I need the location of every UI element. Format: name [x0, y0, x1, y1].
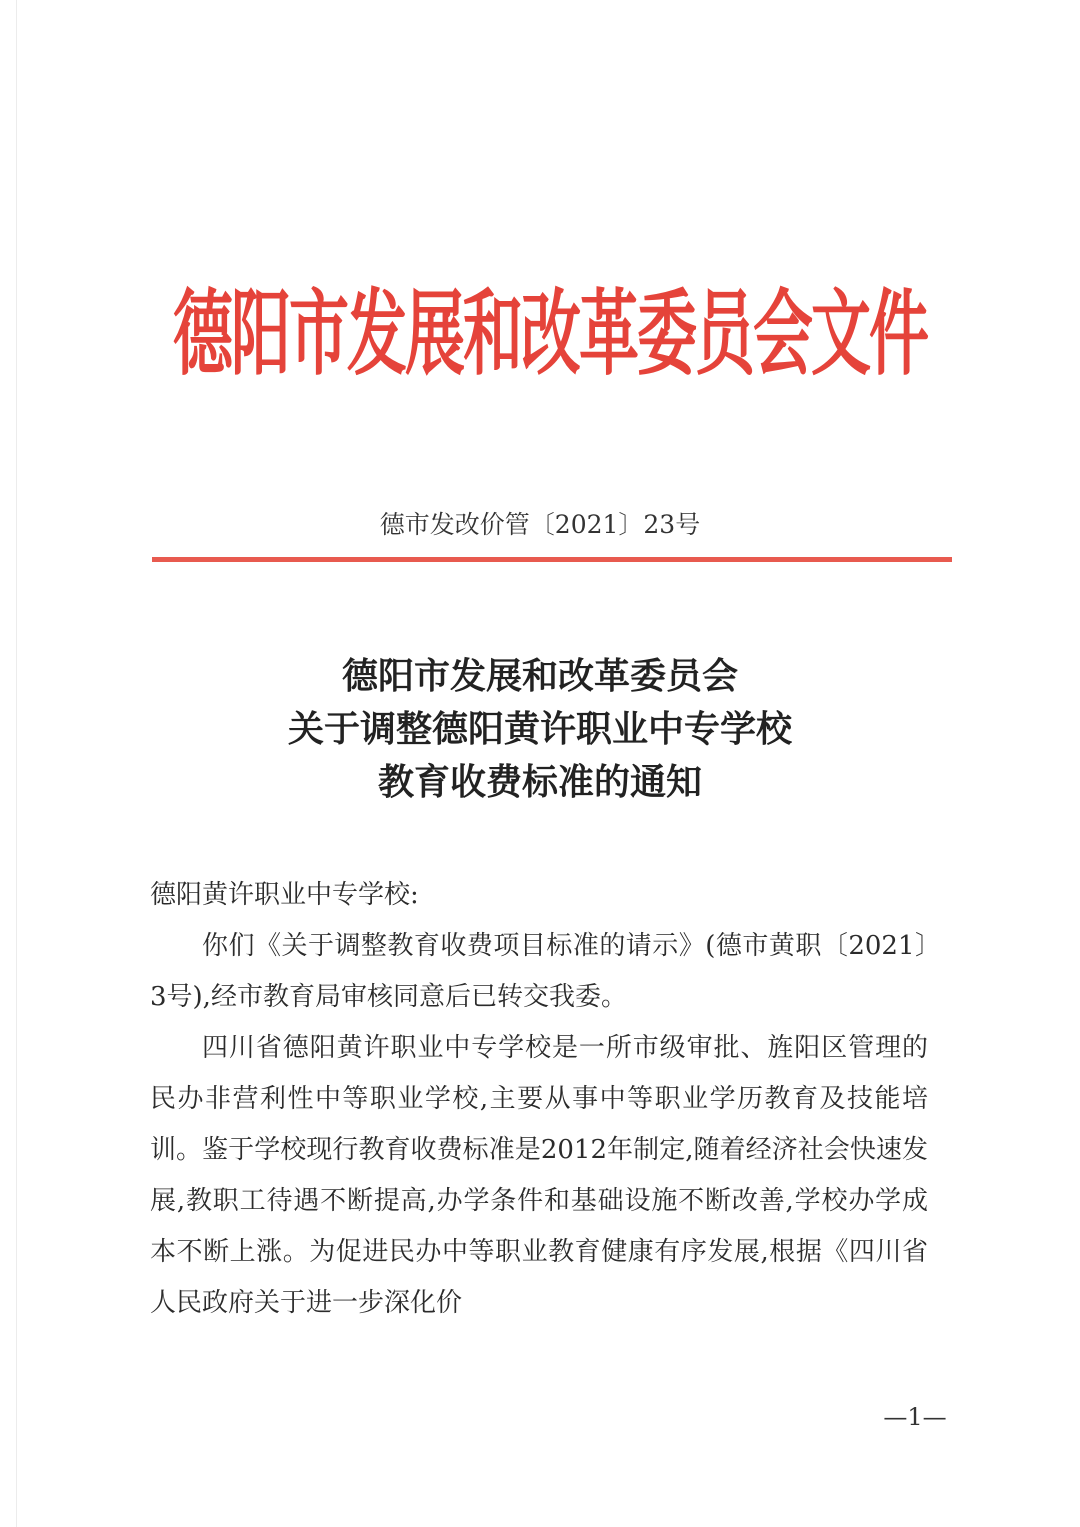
title-line: 德阳市发展和改革委员会 [341, 655, 738, 697]
salutation: 德阳黄许职业中专学校: [150, 880, 419, 910]
document-number: 德市发改价管〔2021〕23号 [379, 510, 701, 539]
masthead-title: 德阳市发展和改革委员会文件 [173, 280, 927, 390]
title-line: 关于调整德阳黄许职业中专学校 [287, 708, 792, 750]
notice-title [150, 650, 930, 809]
red-divider-rule [152, 557, 952, 562]
title-line: 教育收费标准的通知 [377, 761, 702, 803]
body-text [150, 870, 928, 1329]
page-number: —1— [883, 1403, 947, 1431]
body-paragraph: 你们《关于调整教育收费项目标准的请示》(德市黄职〔2021〕3号),经市教育局审核同意后已转交我委。 [150, 931, 928, 1012]
body-paragraph: 四川省德阳黄许职业中专学校是一所市级审批、旌阳区管理的民办非营利性中等职业学校,主要从事中等职业学历教育及技能培训。鉴于学校现行教育收费标准是2012年制定,随着经济社会快速发展,教职工待遇不断提高,办学条件和基础设施不断改善,学校办学成本不断上涨。为促进民办中等职业教育健康有序发展,根据《四川省人民政府关于进一步深化价 [150, 1033, 928, 1318]
page-edge [16, 0, 17, 1527]
